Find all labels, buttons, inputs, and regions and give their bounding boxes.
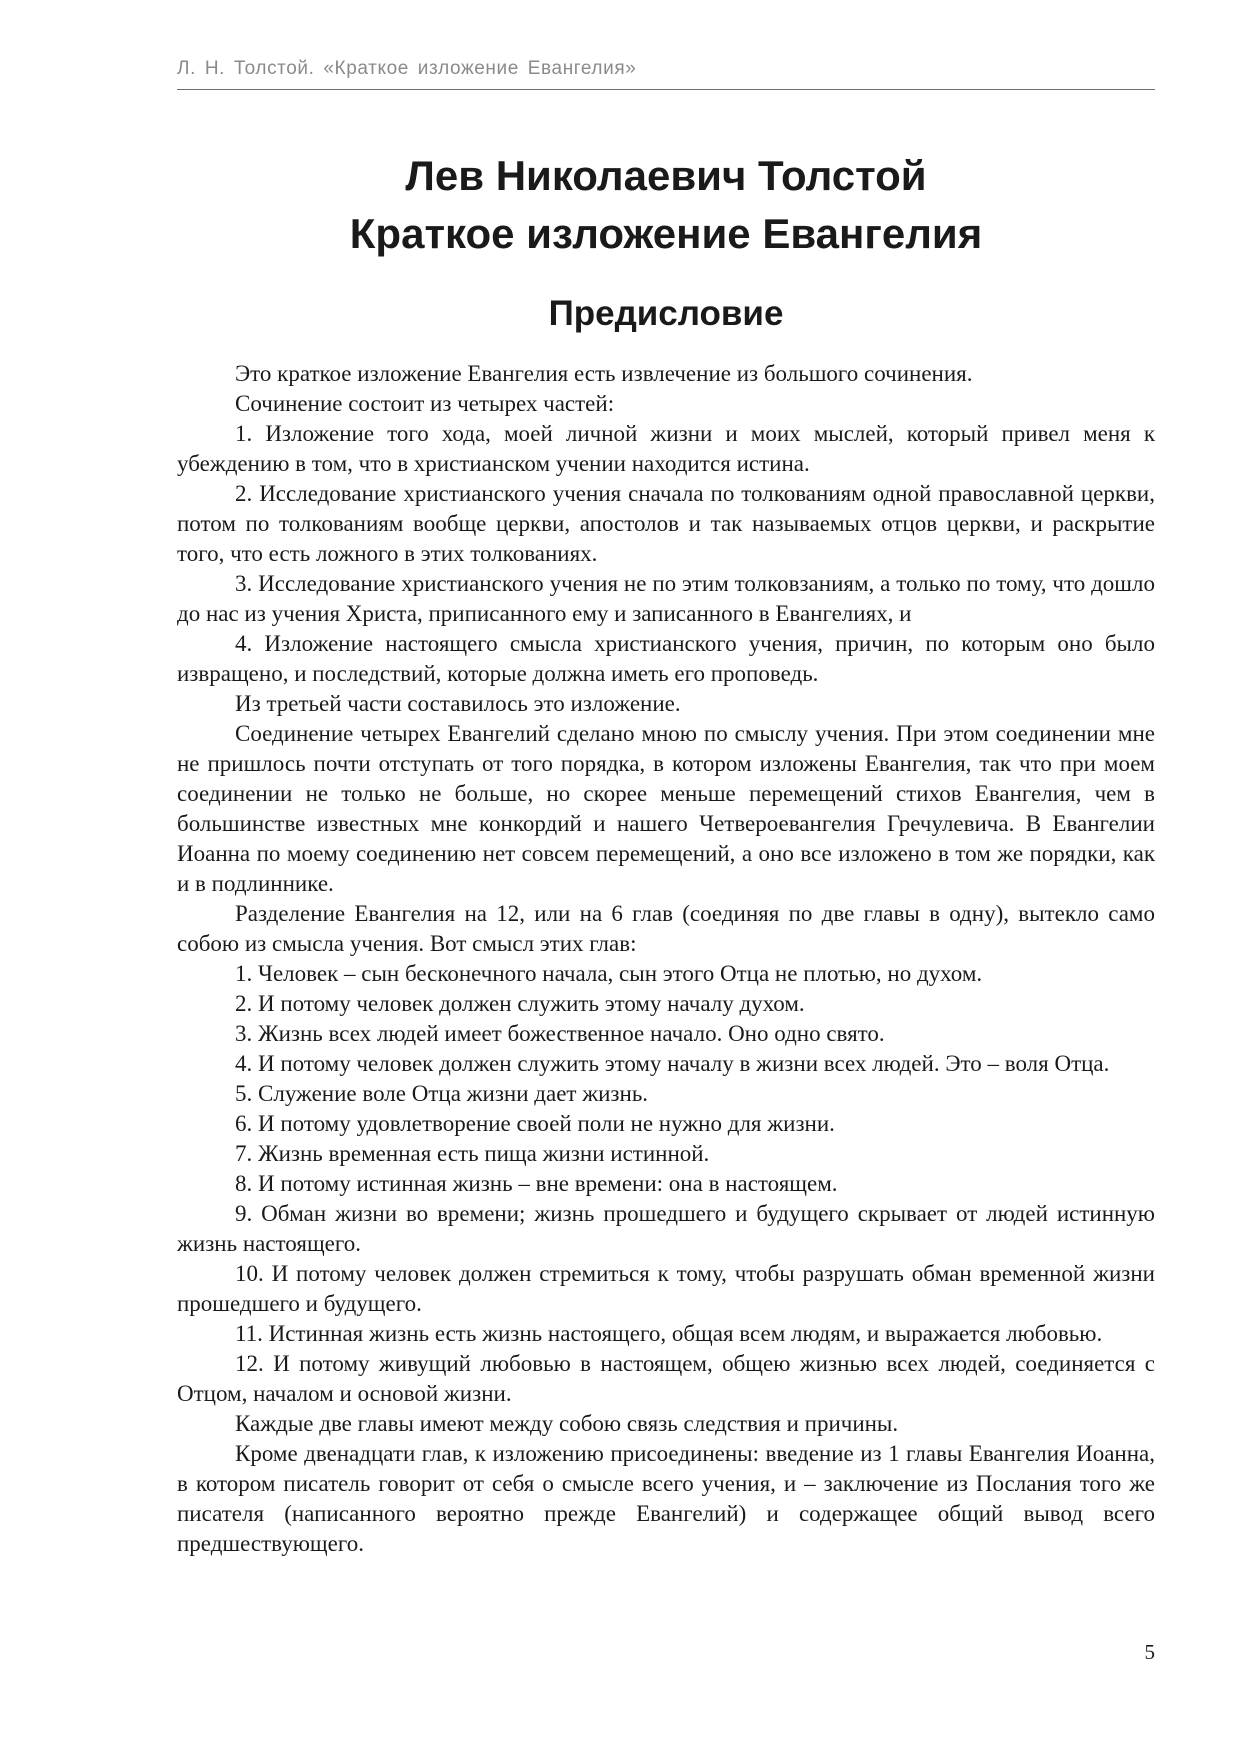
- paragraph: Из третьей части составилось это изложение.: [235, 691, 681, 716]
- paragraph: Кроме двенадцати глав, к изложению присоединены: введение из 1 главы Евангелия Иоанна, в котором писатель говорит от себя о смысле всего учения, и – заключение из Послания того же писателя (написанного вероятно прежде Евангелий) и содержащее общий вывод всего предшествующего.: [177, 1441, 1155, 1556]
- paragraph: 8. И потому истинная жизнь – вне времени: она в настоящем.: [235, 1171, 838, 1196]
- paragraph: 2. И потому человек должен служить этому началу духом.: [235, 991, 805, 1016]
- paragraph: 1. Изложение того хода, моей личной жизни и моих мыслей, который привел меня к убеждению в том, что в христианском учении находится истина.: [177, 421, 1155, 476]
- page-number: 5: [1144, 1640, 1155, 1664]
- section-heading: Предисловие: [548, 294, 784, 333]
- paragraph: 4. Изложение настоящего смысла христианского учения, причин, по которым оно было извращено, и последствий, которые должна иметь его проповедь.: [177, 631, 1155, 686]
- paragraph: Каждые две главы имеют между собою связь следствия и причины.: [235, 1411, 899, 1436]
- paragraph: 3. Жизнь всех людей имеет божественное начало. Оно одно свято.: [235, 1021, 885, 1046]
- paragraph: 7. Жизнь временная есть пища жизни истинной.: [235, 1141, 710, 1166]
- running-header: Л. Н. Толстой. «Краткое изложение Евангелия»: [177, 58, 637, 79]
- paragraph: 11. Истинная жизнь есть жизнь настоящего, общая всем людям, и выражается любовью.: [235, 1321, 1103, 1346]
- paragraph: 6. И потому удовлетворение своей поли не нужно для жизни.: [235, 1111, 835, 1136]
- paragraph: 12. И потому живущий любовью в настоящем, общею жизнью всех людей, соединяется с Отцом, началом и основой жизни.: [177, 1351, 1155, 1406]
- paragraph: 2. Исследование христианского учения сначала по толкованиям одной православной церкви, потом по толкованиям вообще церкви, апостолов и так называемых отцов церкви, и раскрытие того, что есть ложного в этих толкованиях.: [177, 481, 1155, 566]
- header-divider: [177, 89, 1155, 90]
- paragraph: Это краткое изложение Евангелия есть извлечение из большого сочинения.: [235, 361, 973, 386]
- title-author-line: Лев Николаевич Толстой: [405, 152, 927, 199]
- paragraph: 9. Обман жизни во времени; жизнь прошедшего и будущего скрывает от людей истинную жизнь настоящего.: [177, 1201, 1155, 1256]
- paragraph: 5. Служение воле Отца жизни дает жизнь.: [235, 1081, 649, 1106]
- paragraph: 10. И потому человек должен стремиться к тому, чтобы разрушать обман временной жизни прошедшего и будущего.: [177, 1261, 1155, 1316]
- paragraph: 4. И потому человек должен служить этому началу в жизни всех людей. Это – воля Отца.: [235, 1051, 1110, 1076]
- paragraph: Сочинение состоит из четырех частей:: [235, 391, 615, 416]
- document-title: [177, 147, 1155, 263]
- paragraph: 3. Исследование христианского учения не по этим толковзаниям, а только по тому, что дошло до нас из учения Христа, приписанного ему и записанного в Евангелиях, и: [177, 571, 1155, 626]
- body-text: [177, 359, 1155, 1559]
- paragraph: Разделение Евангелия на 12, или на 6 глав (соединяя по две главы в одну), вытекло само собою из смысла учения. Вот смысл этих глав:: [177, 901, 1155, 956]
- paragraph: 1. Человек – сын бесконечного начала, сын этого Отца не плотью, но духом.: [235, 961, 983, 986]
- paragraph: Соединение четырех Евангелий сделано мною по смыслу учения. При этом соединении мне не пришлось почти отступать от того порядка, в котором изложены Евангелия, так что при моем соединении не только не больше, но скорее меньше перемещений стихов Евангелия, чем в большинстве известных мне конкордий и нашего Четвероевангелия Гречулевича. В Евангелии Иоанна по моему соединению нет совсем перемещений, а оно все изложено в том же порядки, как и в подлиннике.: [177, 721, 1155, 896]
- title-work-line: Краткое изложение Евангелия: [349, 210, 983, 257]
